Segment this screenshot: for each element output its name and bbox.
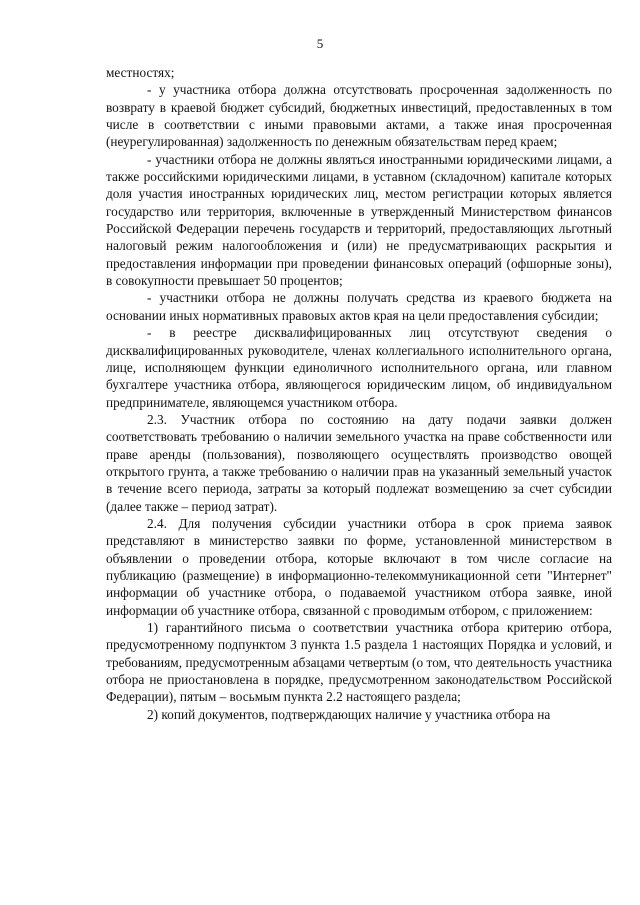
paragraph-item-1: 1) гарантийного письма о соответствии участника отбора критерию отбора, предусмотренному подпунктом 3 пункта 1.5 раздела 1 настоящих Порядка и условий, и требованиям, предусмотренным абзацами четвертым (о том, что деятельность участника отбора не приостановлена в порядке, предусмотренном законодательством Российской Федерации), пятым – восьмым пункта 2.2 настоящего раздела; — [106, 620, 612, 705]
paragraph-item-2: 2) копий документов, подтверждающих наличие у участника отбора на — [147, 706, 551, 722]
paragraph-continuation: местностях; — [106, 65, 175, 80]
document-body — [106, 64, 612, 723]
paragraph-disqualified-registry: - в реестре дисквалифицированных лиц отсутствуют сведения о дисквалифицированных руководителе, членах коллегиального исполнительного органа, лице, исполняющем функции единоличного исполнительного органа, или главном бухгалтере участника отбора, являющегося юридическим лицом, об индивидуальном предпринимателе, являющемся участником отбора. — [106, 325, 612, 410]
paragraph-section-2-3: 2.3. Участник отбора по состоянию на дату подачи заявки должен соответствовать требованию о наличии земельного участка на праве собственности или праве аренды (пользования), позволяющего осуществлять производство овощей открытого грунта, а также требованию о наличии прав на указанный земельный участок в течение всего периода, затраты за который подлежат возмещению за счет субсидии (далее также – период затрат). — [106, 411, 612, 514]
paragraph-no-other-funds: - участники отбора не должны получать средства из краевого бюджета на основании иных нормативных правовых актов края на цели предоставления субсидии; — [106, 290, 612, 323]
paragraph-section-2-4: 2.4. Для получения субсидии участники отбора в срок приема заявок представляют в министерство заявки по форме, установленной министерством в объявлении о проведении отбора, которые включают в том числе согласие на публикацию (размещение) в информационно-телекоммуникационной сети "Интернет" информации об участнике отбора, о подаваемой участником отбора заявке, иной информации об участнике отбора, связанной с проводимым отбором, с приложением: — [106, 515, 612, 618]
page-number: 5 — [316, 36, 324, 51]
paragraph-not-foreign-entity: - участники отбора не должны являться иностранными юридическими лицами, а также российскими юридическими лицами, в уставном (складочном) капитале которых доля участия иностранных юридических лиц, местом регистрации которых является государство или территория, включенные в утвержденный Министерством финансов Российской Федерации перечень государств и территорий, предоставляющих льготный налоговый режим налогообложения и (или) не предусматривающих раскрытия и предоставления информации при проведении финансовых операций (офшорные зоны), в совокупности превышает 50 процентов; — [106, 151, 612, 289]
paragraph-no-overdue-debt: - у участника отбора должна отсутствовать просроченная задолженность по возврату в краевой бюджет субсидий, бюджетных инвестиций, предоставленных в том числе в соответствии с иными правовыми актами, а также иная просроченная (неурегулированная) задолженность по денежным обязательствам перед краем; — [106, 82, 612, 150]
